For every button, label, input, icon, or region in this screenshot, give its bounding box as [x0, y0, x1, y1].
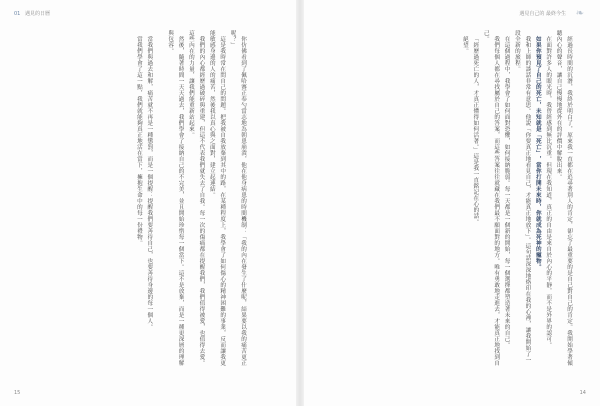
- page-number: 15: [14, 390, 21, 396]
- left-page: [0, 0, 296, 406]
- body-paragraph: 當我們學會了這一點，我們就能夠真正地活在當下，擁抱生命中的每一份禮物。: [135, 35, 142, 246]
- body-paragraph: 在這個過程中，我學會了如何面對恐懼，如何接納脆弱。每一天都是一個新的開始，每一個選擇都塑造著未來的自己。: [503, 35, 510, 348]
- page-number: 14: [579, 390, 586, 396]
- body-paragraph: 這是我時常在問自己的問題。把我被自我放棄到其中的路，在某種程度上，我學會了如何傷心的精神困難的事業，反而讓我更能敏感身邊的人的痛苦，然後我以真心與之面對，建立起連結。: [208, 30, 226, 366]
- body-paragraph: 然後，隨著時間一天天過去，我們學會了接納自己的不完美，並且開始珍惜每一個當下。這不是放棄，而是一種更深層的理解與包容。: [167, 30, 184, 366]
- body-paragraph: 在面對許多人的眼光時，我曾經感到無比沉重。但現在我知道，真正的自由是來自於內心的平靜，而不是外界的認可。: [545, 35, 552, 348]
- right-body-text: [336, 30, 574, 368]
- left-body-text: [24, 30, 248, 368]
- body-paragraph: 我們每個人都在尋找屬於自己的答案，而這些答案往往就藏在我們最不願面對的地方。唯有勇敢地走進去，才能真正地找到自己。: [482, 30, 500, 366]
- chapter-title: 遇見的日曆: [24, 11, 50, 17]
- left-running-header: [14, 10, 50, 17]
- body-paragraph: 當我們與過去和解，痛苦就不再是一種懲罰，而是一個提醒：提醒我們要善待自己，也要善待身邊的每一個人。: [146, 35, 153, 330]
- right-page: [304, 0, 600, 406]
- body-paragraph: 經過長時間的沉潛，我終於明白了，原來我一直都在追尋著別人的肯定，卻忘了最重要的是自己對自己的肯定。我開始學著傾聽內心的聲音，讓自己慢慢地從外在的評價中解脫出來。: [555, 30, 572, 366]
- body-paragraph: 「經歷過死亡的人，才真正懂得如何活著。」這是我一直銘記在心的話。: [472, 35, 479, 225]
- body-paragraph: 我和上師的談話非常有意思。他說「你要真正地看見自己，才能真正地放下」。這句話深深地烙印在我的心裡，讓我開始了一段全新的旅程。: [513, 30, 531, 363]
- body-paragraph: 你仿佛看到了佩哈賽正奉勺當志地為朝患崩潰，他在他身病患的時間機制：「我的內在發生了什麼呢，結果要以我的痛苦更正呢？」: [229, 30, 246, 366]
- right-running-header: 遇見自己的 最終今生: [519, 11, 566, 17]
- body-paragraph: 我們的內心都經歷過破碎與重建，但這不代表我們就失去了自我。每一次的傷痛都在提醒我們，我們值得被愛，也值得去愛。這些內在的力量，讓我們能重新站起來。: [187, 30, 205, 366]
- emphasized-paragraph: 如果你預見了自己的死亡，未知就是「死亡」，當你打開未來時，你就成為死神的寵物。: [534, 35, 541, 270]
- ornament-icon: ❧: [575, 8, 585, 19]
- chapter-number: 01: [14, 11, 21, 17]
- book-gutter: [296, 0, 304, 406]
- body-paragraph: 絕望。: [461, 35, 468, 54]
